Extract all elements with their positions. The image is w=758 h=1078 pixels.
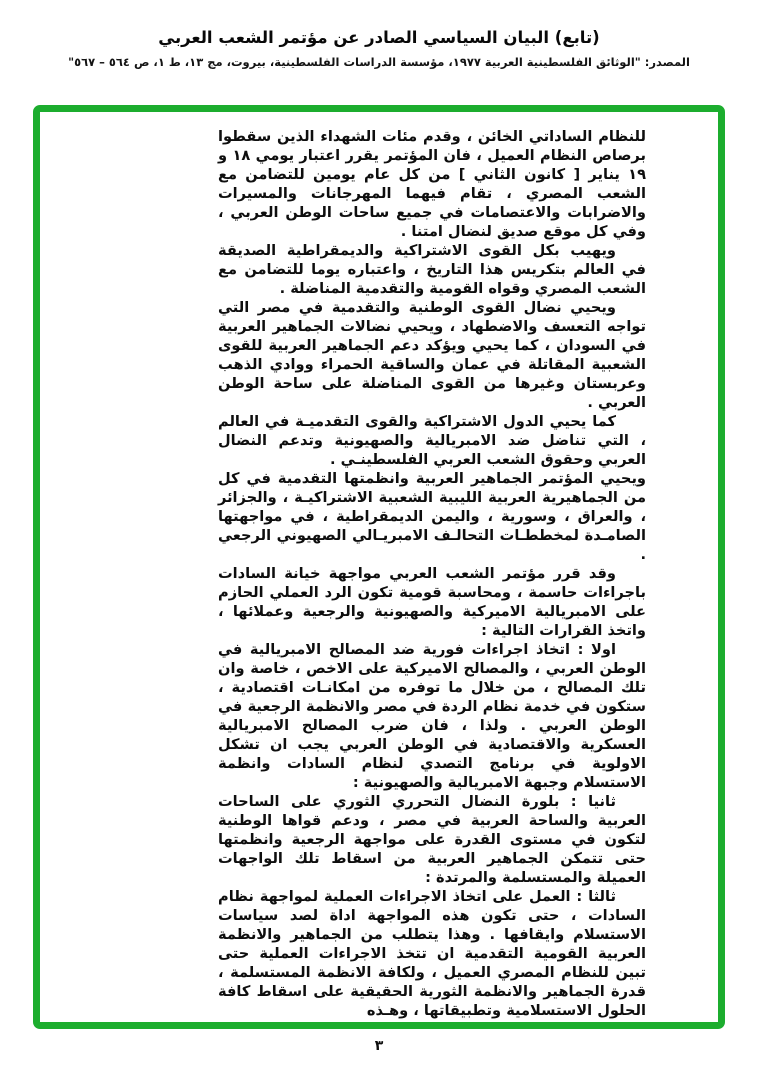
paragraph-resolution-second: ثانيا : بلورة النضال التحرري الثوري على الساحات العربية والساحة العربية في مصر ، ودعم قواها الوطنية لتكون في مستوى القدرة على مواجهة الرجعية وانظمتها حتى تتمكن الجماهير العربية من اسقاط تلك الواجهات العميلة والمستسلمة والمرتدة : (218, 793, 646, 886)
green-highlight-frame (33, 105, 725, 1029)
paragraph: وقد قرر مؤتمر الشعب العربي مواجهة خيانة السادات باجراءات حاسمة ، ومحاسبة قومية تكون الرد العملي الحازم على الامبريالية الاميركية والصهيونية والرجعية وعملائها ، واتخذ القرارات التالية : (218, 565, 646, 639)
paragraph: كما يحيي الدول الاشتراكية والقوى التقدميـة في العالم ، التي تناضل ضد الامبريالية والصهيونية وتدعم النضال العربي وحقوق الشعب العربي الفلسطينـي . (218, 413, 646, 468)
paragraph-resolution-third: ثالثا : العمل على اتخاذ الاجراءات العملية لمواجهة نظام السادات ، حتى تكون هذه المواجهة اداة لصد سياسات الاستسلام وايقافها . وهذا يتطلب من الجماهير والانظمة العربية القومية التقدمية ان تتخذ الاجراءات العملية حتى تبين للنظام المصري العميل ، ولكافة الانظمة المستسلمة ، قدرة الجماهير والانظمة الثورية الحقيقية على اسقاط كافة الحلول الاستسلامية وتطبيقاتها ، وهـذه (218, 888, 646, 1019)
page-number: ٣ (374, 1038, 384, 1054)
body-text-column (218, 127, 646, 1020)
page-header (0, 28, 758, 69)
paragraph-continuation: للنظام الساداتي الخائن ، وقدم مئات الشهداء الذين سقطوا برصاص النظام العميل ، فان المؤتمر يقرر اعتبار يومي ١٨ و ١٩ يناير [ كانون الثاني ] من كل عام يومين للتضامن مع الشعب المصري ، تقام فيهما المهرجانات والمسيرات والاضرابات والاعتصامات في جميع ساحات الوطن العربي ، وفي كل موقع صديق لنضال امتنا . (218, 128, 646, 240)
paragraph: ويهيب بكل القوى الاشتراكية والديمقراطية الصديقة في العالم بتكريس هذا التاريخ ، واعتباره يوما للتضامن مع الشعب المصري وقواه القومية والتقدمية المناضلة . (218, 242, 646, 297)
paragraph-resolution-first: اولا : اتخاذ اجراءات فورية ضد المصالح الامبريالية في الوطن العربي ، والمصالح الاميركية على الاخص ، خاصة وان تلك المصالح ، من خلال ما توفره من امكانـات اقتصادية ، ستكون في خدمة نظام الردة في مصر والانظمة الرجعية في الوطن العربي . ولذا ، فان ضرب المصالح الامبريالية العسكرية والاقتصادية في الوطن العربي يجب ان تشكل الاولوية في برنامج التصدي لنظام السادات وانظمة الاستسلام وجبهة الامبريالية والصهيونية : (218, 641, 646, 791)
paragraph: ويحيي المؤتمر الجماهير العربية وانظمتها التقدمية في كل من الجماهيرية العربية الليبية الشعبية الاشتراكيـة ، والجزائر ، والعراق ، وسورية ، واليمن الديمقراطية ، في مواجهتها الصامـدة لمخططـات التحالـف الامبريـالي الصهيوني الرجعي . (218, 470, 646, 563)
source-citation: المصدر: "الوثائق الفلسطينية العربية ١٩٧٧، مؤسسة الدراسات الفلسطينية، بيروت، مج ١٣، ط ١، ص ٥٦٤ – ٥٦٧" (68, 55, 690, 69)
document-title: (تابع) البيان السياسي الصادر عن مؤتمر الشعب العربي (158, 28, 600, 47)
paragraph: ويحيي نضال القوى الوطنية والتقدمية في مصر التي تواجه التعسف والاضطهاد ، ويحيي نضالات الجماهير العربية في السودان ، كما يحيي ويؤكد دعم الجماهير العربية للقوى الشعبية المقاتلة في عمان والساقية الحمراء ووادي الذهب وعربستان وغيرها من القوى المناضلة على ساحة الوطن العربي . (218, 299, 646, 411)
